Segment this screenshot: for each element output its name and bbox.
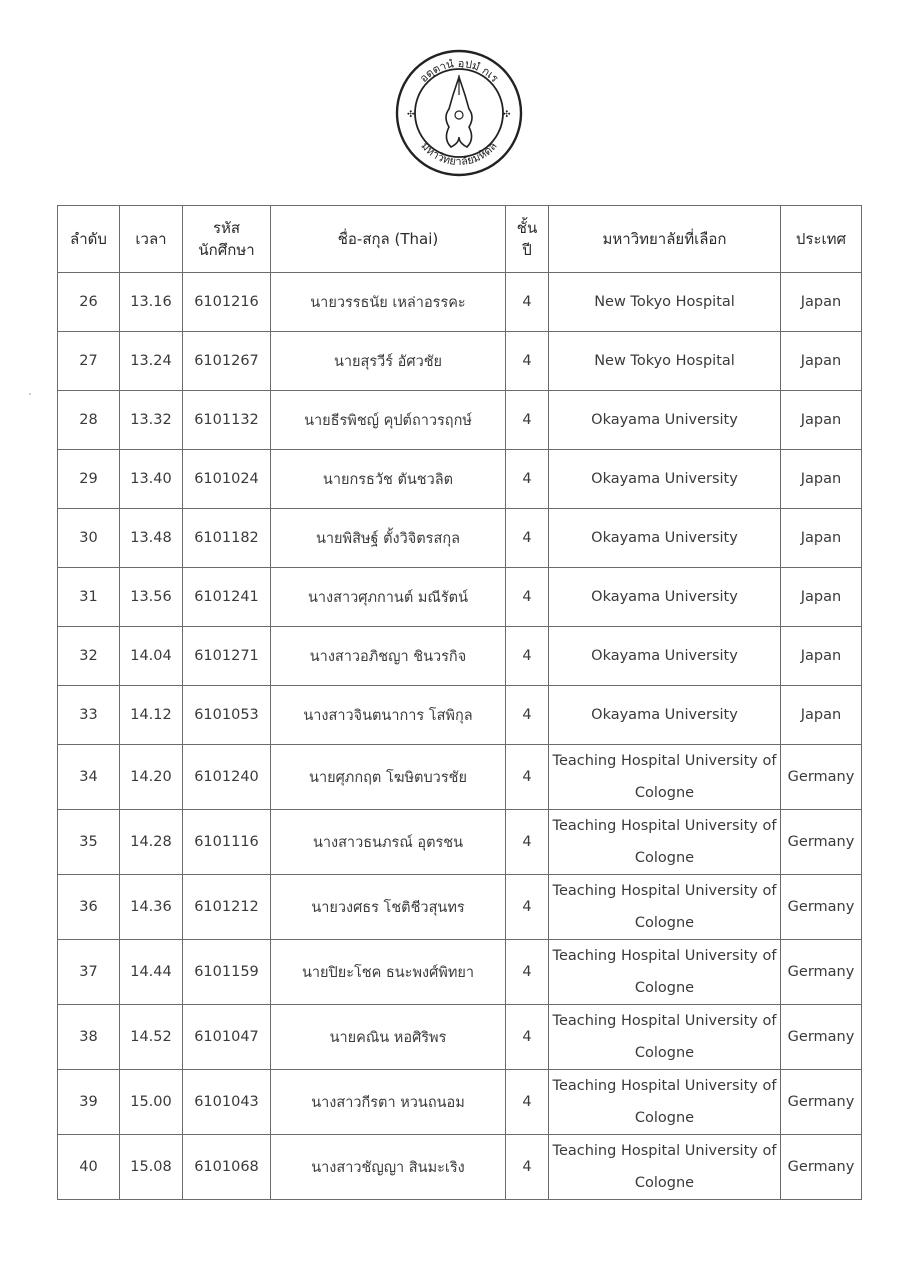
svg-text:✣: ✣ <box>503 110 511 120</box>
cell-student-id: 6101047 <box>183 1005 271 1070</box>
cell-name: นางสาวชัญญา สินมะเริง <box>271 1135 506 1200</box>
cell-year: 4 <box>506 568 549 627</box>
cell-name: นางสาวกีรตา หวนถนอม <box>271 1070 506 1135</box>
cell-country: Japan <box>781 686 862 745</box>
cell-university: Teaching Hospital University of Cologne <box>549 940 781 1005</box>
cell-name: นายปิยะโชค ธนะพงศ์พิทยา <box>271 940 506 1005</box>
cell-student-id: 6101216 <box>183 273 271 332</box>
cell-university: New Tokyo Hospital <box>549 273 781 332</box>
table-row <box>58 509 862 568</box>
cell-time: 14.28 <box>120 810 183 875</box>
cell-order: 40 <box>58 1135 120 1200</box>
table-row <box>58 1135 862 1200</box>
cell-student-id: 6101241 <box>183 568 271 627</box>
cell-year: 4 <box>506 940 549 1005</box>
cell-time: 14.52 <box>120 1005 183 1070</box>
cell-country: Japan <box>781 273 862 332</box>
table-row <box>58 627 862 686</box>
cell-time: 13.32 <box>120 391 183 450</box>
cell-university: Teaching Hospital University of Cologne <box>549 875 781 940</box>
cell-name: นายธีรพิชญ์ คุปต์ถาวรฤกษ์ <box>271 391 506 450</box>
cell-country: Germany <box>781 745 862 810</box>
cell-name: นางสาวอภิชญา ชินวรกิจ <box>271 627 506 686</box>
cell-student-id: 6101053 <box>183 686 271 745</box>
svg-text:✣: ✣ <box>407 110 415 120</box>
cell-year: 4 <box>506 810 549 875</box>
seal-motto: อตฺตานํ อุปมํ กเร <box>417 56 502 85</box>
cell-time: 14.04 <box>120 627 183 686</box>
scan-speck <box>29 393 31 395</box>
cell-student-id: 6101116 <box>183 810 271 875</box>
cell-year: 4 <box>506 450 549 509</box>
cell-year: 4 <box>506 875 549 940</box>
table-row <box>58 1070 862 1135</box>
table-row <box>58 810 862 875</box>
cell-country: Germany <box>781 810 862 875</box>
cell-order: 34 <box>58 745 120 810</box>
cell-university: Okayama University <box>549 391 781 450</box>
col-header-time: เวลา <box>120 206 183 273</box>
table-header-row <box>58 206 862 273</box>
cell-name: นางสาวธนภรณ์ อุตรชน <box>271 810 506 875</box>
cell-name: นายวงศธร โชติชีวสุนทร <box>271 875 506 940</box>
cell-university: Teaching Hospital University of Cologne <box>549 1070 781 1135</box>
cell-order: 26 <box>58 273 120 332</box>
cell-country: Japan <box>781 450 862 509</box>
cell-order: 37 <box>58 940 120 1005</box>
cell-country: Japan <box>781 627 862 686</box>
cell-order: 33 <box>58 686 120 745</box>
seal-university-name: มหาวิทยาลัยมหิดล <box>418 139 500 169</box>
student-schedule-table <box>57 205 862 1200</box>
cell-name: นางสาวศุภกานต์ มณีรัตน์ <box>271 568 506 627</box>
table-row <box>58 1005 862 1070</box>
cell-year: 4 <box>506 509 549 568</box>
cell-time: 13.24 <box>120 332 183 391</box>
cell-name: นายกรธวัช ตันชวลิต <box>271 450 506 509</box>
cell-year: 4 <box>506 1135 549 1200</box>
cell-time: 13.56 <box>120 568 183 627</box>
cell-country: Japan <box>781 568 862 627</box>
col-header-university: มหาวิทยาลัยที่เลือก <box>549 206 781 273</box>
cell-student-id: 6101267 <box>183 332 271 391</box>
cell-time: 14.12 <box>120 686 183 745</box>
cell-order: 27 <box>58 332 120 391</box>
cell-year: 4 <box>506 273 549 332</box>
cell-country: Germany <box>781 1135 862 1200</box>
cell-university: Teaching Hospital University of Cologne <box>549 1005 781 1070</box>
cell-country: Germany <box>781 875 862 940</box>
cell-year: 4 <box>506 627 549 686</box>
cell-university: Okayama University <box>549 450 781 509</box>
cell-student-id: 6101212 <box>183 875 271 940</box>
cell-student-id: 6101043 <box>183 1070 271 1135</box>
cell-university: Okayama University <box>549 509 781 568</box>
table-row <box>58 686 862 745</box>
cell-year: 4 <box>506 332 549 391</box>
cell-time: 15.00 <box>120 1070 183 1135</box>
cell-student-id: 6101132 <box>183 391 271 450</box>
table-row <box>58 745 862 810</box>
cell-order: 29 <box>58 450 120 509</box>
cell-university: Okayama University <box>549 627 781 686</box>
mahidol-university-seal <box>393 47 525 179</box>
cell-university: Okayama University <box>549 568 781 627</box>
cell-order: 28 <box>58 391 120 450</box>
cell-student-id: 6101024 <box>183 450 271 509</box>
col-header-order: ลำดับ <box>58 206 120 273</box>
table-row <box>58 568 862 627</box>
cell-university: New Tokyo Hospital <box>549 332 781 391</box>
cell-name: นายศุภกฤต โฆษิตบวรชัย <box>271 745 506 810</box>
cell-year: 4 <box>506 1070 549 1135</box>
cell-country: Germany <box>781 1070 862 1135</box>
cell-student-id: 6101068 <box>183 1135 271 1200</box>
cell-year: 4 <box>506 686 549 745</box>
col-header-country: ประเทศ <box>781 206 862 273</box>
cell-year: 4 <box>506 1005 549 1070</box>
cell-year: 4 <box>506 745 549 810</box>
cell-country: Japan <box>781 391 862 450</box>
cell-university: Teaching Hospital University of Cologne <box>549 1135 781 1200</box>
cell-time: 13.16 <box>120 273 183 332</box>
cell-name: นางสาวจินตนาการ โสพิกุล <box>271 686 506 745</box>
cell-order: 35 <box>58 810 120 875</box>
cell-time: 14.20 <box>120 745 183 810</box>
cell-university: Okayama University <box>549 686 781 745</box>
cell-year: 4 <box>506 391 549 450</box>
cell-student-id: 6101271 <box>183 627 271 686</box>
cell-order: 32 <box>58 627 120 686</box>
col-header-name: ชื่อ-สกุล (Thai) <box>271 206 506 273</box>
cell-country: Germany <box>781 1005 862 1070</box>
cell-order: 39 <box>58 1070 120 1135</box>
cell-student-id: 6101240 <box>183 745 271 810</box>
table-row <box>58 332 862 391</box>
cell-university: Teaching Hospital University of Cologne <box>549 745 781 810</box>
table-row <box>58 273 862 332</box>
cell-country: Japan <box>781 332 862 391</box>
cell-name: นายพิสิษฐ์ ตั้งวิจิตรสกุล <box>271 509 506 568</box>
table-row <box>58 391 862 450</box>
cell-order: 38 <box>58 1005 120 1070</box>
cell-university: Teaching Hospital University of Cologne <box>549 810 781 875</box>
cell-name: นายวรรธนัย เหล่าอรรคะ <box>271 273 506 332</box>
cell-order: 36 <box>58 875 120 940</box>
cell-time: 13.48 <box>120 509 183 568</box>
col-header-student-id: รหัส นักศึกษา <box>183 206 271 273</box>
table-row <box>58 940 862 1005</box>
cell-student-id: 6101159 <box>183 940 271 1005</box>
cell-country: Germany <box>781 940 862 1005</box>
col-header-year: ชั้น ปี <box>506 206 549 273</box>
cell-time: 14.36 <box>120 875 183 940</box>
cell-name: นายคณิน หอศิริพร <box>271 1005 506 1070</box>
cell-order: 31 <box>58 568 120 627</box>
cell-student-id: 6101182 <box>183 509 271 568</box>
cell-country: Japan <box>781 509 862 568</box>
cell-order: 30 <box>58 509 120 568</box>
cell-time: 13.40 <box>120 450 183 509</box>
cell-name: นายสุรวีร์ อัศวชัย <box>271 332 506 391</box>
svg-text:มหาวิทยาลัยมหิดล <box>418 139 499 168</box>
cell-time: 15.08 <box>120 1135 183 1200</box>
table-row <box>58 875 862 940</box>
table-row <box>58 450 862 509</box>
cell-time: 14.44 <box>120 940 183 1005</box>
